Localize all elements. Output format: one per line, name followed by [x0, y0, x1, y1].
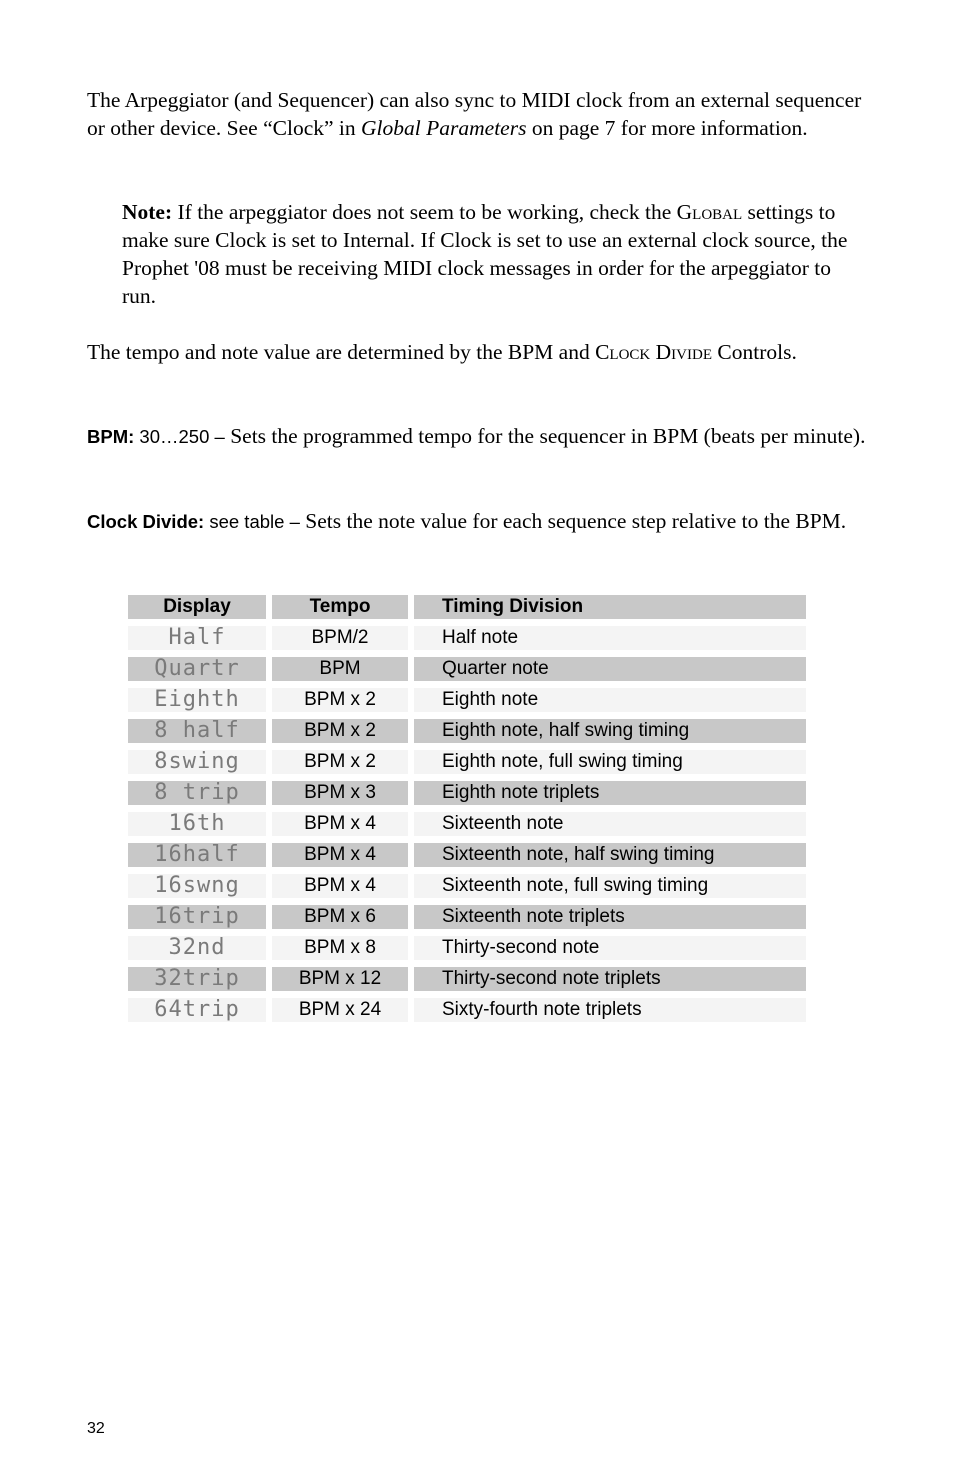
- display-cell: 8 half: [128, 719, 266, 743]
- table-row: [128, 657, 806, 681]
- bpm-parameter: [87, 422, 867, 451]
- table-row: [128, 750, 806, 774]
- display-cell: Quartr: [128, 657, 266, 681]
- timing-cell: Sixteenth note, half swing timing: [414, 843, 806, 867]
- tempo-cell: BPM x 2: [272, 750, 408, 774]
- tempo-cell: BPM x 8: [272, 936, 408, 960]
- bpm-description: Sets the programmed tempo for the sequencer in BPM (beats per minute).: [224, 424, 866, 448]
- display-cell: 32trip: [128, 967, 266, 991]
- bpm-label: BPM:: [87, 426, 135, 447]
- tempo-cell: BPM x 12: [272, 967, 408, 991]
- tempo-cell: BPM x 24: [272, 998, 408, 1022]
- display-cell: 8 trip: [128, 781, 266, 805]
- timing-cell: Eighth note, full swing timing: [414, 750, 806, 774]
- note-paragraph: [122, 198, 852, 310]
- intro-text-end: on page 7 for more information.: [526, 116, 808, 140]
- display-cell: Eighth: [128, 688, 266, 712]
- tempo-cell: BPM x 6: [272, 905, 408, 929]
- header-display: Display: [128, 595, 266, 619]
- display-cell: 16swng: [128, 874, 266, 898]
- tempo-text: The tempo and note value are determined by the BPM and: [87, 340, 596, 364]
- display-cell: 32nd: [128, 936, 266, 960]
- tempo-cell: BPM x 2: [272, 719, 408, 743]
- timing-cell: Sixteenth note, full swing timing: [414, 874, 806, 898]
- table-body: [128, 626, 806, 1022]
- tempo-cell: BPM x 3: [272, 781, 408, 805]
- table-row: [128, 626, 806, 650]
- tempo-cell: BPM x 4: [272, 812, 408, 836]
- table-row: [128, 998, 806, 1022]
- bpm-range: 30…250: [134, 426, 210, 447]
- tempo-cell: BPM x 2: [272, 688, 408, 712]
- timing-cell: Eighth note, half swing timing: [414, 719, 806, 743]
- table-row: [128, 967, 806, 991]
- note-label: Note:: [122, 200, 173, 224]
- bpm-dash: –: [209, 426, 225, 447]
- tempo-cell: BPM x 4: [272, 874, 408, 898]
- table-row: [128, 781, 806, 805]
- timing-cell: Thirty-second note: [414, 936, 806, 960]
- clock-divide-table: [128, 588, 806, 1029]
- clock-divide-small-caps: Clock Divide: [595, 340, 712, 364]
- tempo-cell: BPM x 4: [272, 843, 408, 867]
- table-header-row: [128, 595, 806, 619]
- clock-divide-dash: –: [284, 511, 300, 532]
- tempo-cell: BPM/2: [272, 626, 408, 650]
- note-text-end: settings to make sure Clock is set to Internal. If Clock is set to use an external clock source, the Prophet '08 must be receiving MIDI clock messages in order for the arpeggiator to run.: [122, 200, 848, 308]
- header-tempo: Tempo: [272, 595, 408, 619]
- clock-divide-description: Sets the note value for each sequence step relative to the BPM.: [299, 509, 847, 533]
- display-cell: 64trip: [128, 998, 266, 1022]
- table-row: [128, 874, 806, 898]
- tempo-paragraph: [87, 338, 867, 366]
- display-cell: 8swing: [128, 750, 266, 774]
- global-parameters-reference: Global Parameters: [361, 116, 527, 140]
- intro-text: The Arpeggiator (and Sequencer) can also sync to MIDI clock from an external sequencer or other device. See “Clock” in: [87, 88, 862, 140]
- tempo-cell: BPM: [272, 657, 408, 681]
- intro-paragraph: [87, 86, 867, 142]
- table-row: [128, 688, 806, 712]
- display-cell: 16trip: [128, 905, 266, 929]
- table-row: [128, 905, 806, 929]
- global-small-caps: Global: [676, 200, 743, 224]
- timing-cell: Sixty-fourth note triplets: [414, 998, 806, 1022]
- timing-cell: Quarter note: [414, 657, 806, 681]
- timing-cell: Sixteenth note triplets: [414, 905, 806, 929]
- clock-divide-parameter: [87, 507, 867, 536]
- table-row: [128, 843, 806, 867]
- display-cell: Half: [128, 626, 266, 650]
- timing-cell: Half note: [414, 626, 806, 650]
- timing-cell: Sixteenth note: [414, 812, 806, 836]
- display-cell: 16th: [128, 812, 266, 836]
- clock-divide-label: Clock Divide:: [87, 511, 205, 532]
- timing-cell: Eighth note: [414, 688, 806, 712]
- header-timing-division: Timing Division: [414, 595, 806, 619]
- note-text: If the arpeggiator does not seem to be working, check the: [172, 200, 677, 224]
- clock-divide-range: see table: [204, 511, 285, 532]
- page-number: 32: [87, 1420, 105, 1437]
- table-row: [128, 936, 806, 960]
- display-cell: 16half: [128, 843, 266, 867]
- table-row: [128, 812, 806, 836]
- table-row: [128, 719, 806, 743]
- tempo-text-end: Controls.: [712, 340, 797, 364]
- timing-cell: Eighth note triplets: [414, 781, 806, 805]
- timing-cell: Thirty-second note triplets: [414, 967, 806, 991]
